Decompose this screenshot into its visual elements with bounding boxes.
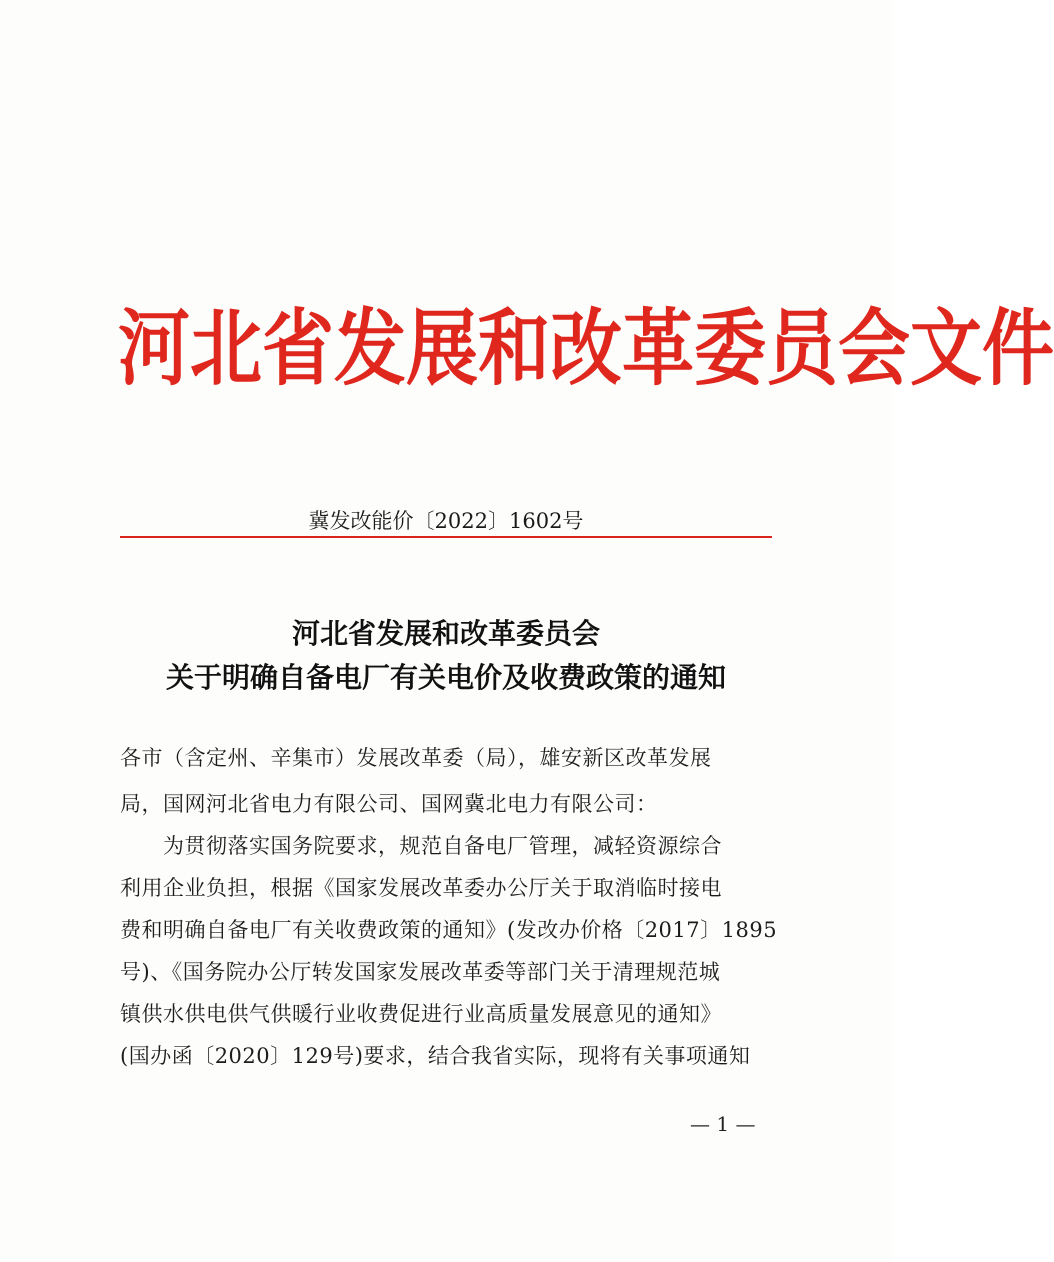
page-number: — 1 — <box>690 1112 756 1136</box>
body-line: 号)、《国务院办公厅转发国家发展改革委等部门关于清理规范城 <box>120 960 721 984</box>
body-line: 镇供水供电供气供暖行业收费促进行业高质量发展意见的通知》 <box>120 1002 722 1026</box>
document-title-line-1: 河北省发展和改革委员会 <box>291 617 600 650</box>
addressee-line-1: 各市（含定州、辛集市）发展改革委（局），雄安新区改革发展 <box>120 746 712 770</box>
red-divider-rule <box>120 536 772 538</box>
addressee-line-2: 局，国网河北省电力有限公司、国网冀北电力有限公司： <box>120 792 658 816</box>
body-line: 利用企业负担，根据《国家发展改革委办公厅关于取消临时接电 <box>120 876 722 900</box>
body-line: 为贯彻落实国务院要求，规范自备电厂管理，减轻资源综合 <box>120 834 722 858</box>
body-line: (国办函〔2020〕129号)要求，结合我省实际，现将有关事项通知 <box>120 1044 751 1068</box>
body-line: 费和明确自备电厂有关收费政策的通知》(发改办价格〔2017〕1895 <box>120 918 778 942</box>
document-number: 冀发改能价〔2022〕1602号 <box>308 509 584 533</box>
agency-header: 河北省发展和改革委员会文件 <box>118 299 1054 397</box>
document-title-line-2: 关于明确自备电厂有关电价及收费政策的通知 <box>165 661 726 694</box>
